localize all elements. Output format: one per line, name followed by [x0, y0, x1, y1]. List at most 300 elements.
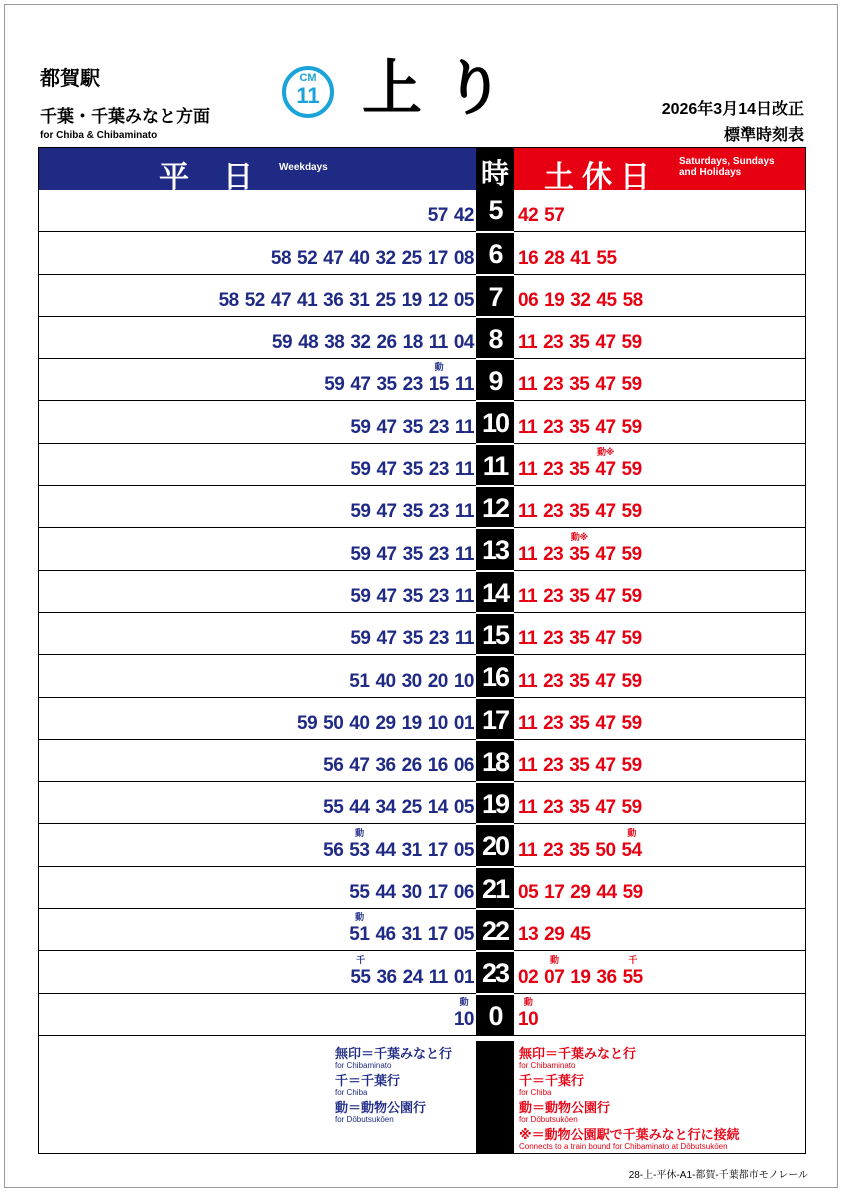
holiday-minute: 11: [518, 501, 538, 523]
table-row: [39, 486, 805, 528]
holiday-cell: [514, 317, 805, 358]
legend-text: 無印＝千葉みなと行: [519, 1046, 637, 1061]
weekday-minute: 24: [402, 966, 423, 988]
holiday-minutes: [518, 954, 643, 988]
weekday-minute: 52: [244, 289, 265, 311]
holiday-minute: 35: [569, 628, 590, 650]
weekday-minute: 40: [375, 670, 396, 692]
station-name: 都賀駅: [40, 68, 100, 90]
weekday-minute: 59: [350, 628, 371, 650]
weekday-minute: 47: [323, 247, 344, 269]
hour-cell: 19: [476, 781, 514, 824]
weekday-cell: [39, 528, 476, 569]
weekday-minute: 23: [428, 501, 449, 523]
weekdays-header: [39, 148, 476, 194]
weekday-minute: 31: [401, 839, 422, 861]
weekday-minute: 06: [453, 882, 474, 904]
weekday-minute: 12: [427, 289, 448, 311]
weekday-minute: 11: [454, 628, 474, 650]
legend-hour-column: [476, 1041, 514, 1153]
weekday-minute: 26: [376, 332, 397, 354]
weekday-minute: 08: [453, 247, 474, 269]
weekday-minute: 25: [375, 289, 396, 311]
holiday-minute: 23: [543, 459, 564, 481]
table-row: [39, 275, 805, 317]
weekday-minute: 17: [427, 247, 448, 269]
weekday-minute: 01: [453, 966, 474, 988]
weekday-minute: 25: [401, 797, 422, 819]
weekday-minute: 59: [297, 712, 318, 734]
holiday-minutes: [518, 883, 643, 903]
hour-cell: 17: [476, 697, 514, 740]
legend-item: [519, 1101, 740, 1124]
weekday-minute: 44: [375, 839, 396, 861]
holiday-minutes: [518, 714, 642, 734]
holiday-minute: 11: [518, 459, 538, 481]
holiday-minutes: [518, 206, 564, 226]
table-row: [39, 740, 805, 782]
holiday-minute: 35: [569, 839, 590, 861]
holiday-minute: 45: [596, 289, 617, 311]
destination-mark: 動: [355, 912, 364, 923]
table-row: [39, 401, 805, 443]
weekday-minutes: [349, 912, 474, 946]
weekday-minute: 59: [350, 459, 371, 481]
holiday-minutes: [518, 587, 642, 607]
holiday-minute: 35: [569, 712, 590, 734]
weekday-minutes: [324, 362, 474, 396]
holiday-minute: 11: [518, 797, 538, 819]
weekday-minute: 23: [428, 628, 449, 650]
holiday-minute: 23: [543, 628, 564, 650]
holiday-minute: 47: [595, 374, 616, 396]
weekday-cell: [39, 190, 476, 231]
holiday-minute: 47: [595, 712, 616, 734]
weekday-minute: 40: [349, 712, 370, 734]
weekday-minute: 05: [453, 924, 474, 946]
holiday-minute: 42: [518, 205, 539, 227]
weekday-minute: 23: [428, 585, 449, 607]
holidays-header-label-en-line2: and Holidays: [679, 167, 742, 178]
holiday-minute: 35: [569, 332, 590, 354]
holiday-cell: [514, 275, 805, 316]
hour-cell: 13: [476, 527, 514, 570]
holiday-minute: 11: [518, 670, 538, 692]
weekday-minute: 35: [402, 501, 423, 523]
footer-code: 28-上-平休-A1-都賀-千葉都市モノレール: [628, 1170, 808, 1181]
holiday-cell: [514, 867, 805, 908]
weekday-cell: [39, 486, 476, 527]
holiday-minute: 35: [569, 416, 590, 438]
weekday-minute: 04: [453, 332, 474, 354]
holiday-minute: 29: [570, 882, 591, 904]
weekday-cell: [39, 867, 476, 908]
destination-mark: 動※: [570, 531, 588, 542]
weekday-minute: 35: [402, 628, 423, 650]
holiday-minute: 59: [621, 628, 642, 650]
holiday-minute: 11: [518, 374, 538, 396]
legend-text-en: for Dōbutsukōen: [335, 1115, 394, 1124]
legend: [39, 1041, 805, 1153]
weekday-minute: 05: [453, 797, 474, 819]
weekday-minute: 23: [428, 459, 449, 481]
weekday-minute: 10: [427, 712, 448, 734]
holiday-minute: 59: [621, 797, 642, 819]
weekday-minutes: [219, 291, 474, 311]
holiday-minute: 36: [596, 966, 617, 988]
weekday-minute: 35: [402, 459, 423, 481]
holiday-minutes: [518, 629, 642, 649]
destination-mark: 動: [523, 996, 533, 1007]
holiday-cell: [514, 486, 805, 527]
holiday-minute: 57: [544, 205, 565, 227]
hour-cell: 7: [476, 274, 514, 317]
table-row: [39, 698, 805, 740]
legend-item: [335, 1047, 452, 1070]
holiday-minute: 47: [595, 332, 616, 354]
holiday-minutes: [518, 996, 539, 1030]
hour-cell: 23: [476, 950, 514, 993]
weekday-cell: [39, 401, 476, 442]
weekday-minute: 53 動: [349, 827, 370, 861]
weekday-minute: 06: [453, 755, 474, 777]
weekday-minute: 47: [376, 585, 397, 607]
hour-cell: 6: [476, 231, 514, 274]
table-row: [39, 444, 805, 486]
holiday-minute: 16: [518, 247, 539, 269]
holiday-minute: 35: [569, 459, 590, 481]
weekday-minutes: [272, 333, 474, 353]
holiday-minute: 47: [595, 755, 616, 777]
weekday-minute: 18: [402, 332, 423, 354]
weekday-minute: 55 千: [350, 954, 371, 988]
weekday-cell: [39, 444, 476, 485]
destination-mark: 動: [459, 996, 469, 1007]
holiday-minutes: [518, 925, 590, 945]
weekday-minutes: [453, 996, 474, 1030]
weekday-cell: [39, 571, 476, 612]
holiday-cell: [514, 528, 805, 569]
holiday-minute: 23: [543, 839, 564, 861]
hour-cell: 21: [476, 866, 514, 909]
weekday-minute: 38: [324, 332, 345, 354]
holiday-cell: [514, 824, 805, 865]
weekday-minute: 56: [323, 755, 344, 777]
legend-text-en: for Chibaminato: [519, 1061, 576, 1070]
holiday-cell: [514, 994, 805, 1035]
holiday-minute: 47: [595, 797, 616, 819]
holiday-minute: 13: [518, 924, 539, 946]
weekday-minute: 11: [454, 585, 474, 607]
weekday-minute: 11: [454, 459, 474, 481]
weekday-minute: 47: [376, 459, 397, 481]
holiday-cell: [514, 655, 805, 696]
holiday-cell: [514, 698, 805, 739]
hour-cell: 20: [476, 823, 514, 866]
holiday-minute: 23: [543, 670, 564, 692]
holiday-minute: 59: [621, 501, 642, 523]
holiday-minute: 47: [595, 543, 616, 565]
weekday-minutes: [428, 206, 474, 226]
holiday-minutes: [518, 375, 642, 395]
holiday-cell: [514, 571, 805, 612]
weekdays-header-label-en: Weekdays: [279, 162, 328, 173]
weekday-minute: 59: [324, 374, 345, 396]
holidays-header-label-en: [679, 156, 775, 178]
legend-text-en: for Chiba: [335, 1088, 368, 1097]
weekday-minutes: [350, 545, 474, 565]
weekday-minutes: [349, 672, 474, 692]
legend-text-en: for Chibaminato: [335, 1061, 392, 1070]
holiday-minute: 35: [569, 374, 590, 396]
weekday-minute: 41: [297, 289, 318, 311]
destination-mark: 動: [549, 954, 559, 965]
holiday-minute: 17: [544, 882, 565, 904]
weekday-minute: 31: [349, 289, 370, 311]
holidays-header-label-en-line1: Saturdays, Sundays: [679, 156, 775, 167]
weekday-minute: 32: [375, 247, 396, 269]
weekday-minute: 48: [298, 332, 319, 354]
weekday-minutes: [350, 502, 474, 522]
hour-cell: 0: [476, 993, 514, 1036]
weekday-minute: 52: [297, 247, 318, 269]
table-row: [39, 824, 805, 866]
holiday-minute: 35: [569, 670, 590, 692]
table-row: [39, 190, 805, 232]
legend-text-en: Connects to a train bound for Chibaminato at Dōbutsukōen: [519, 1142, 728, 1151]
hour-cell: 8: [476, 316, 514, 359]
holiday-cell: [514, 444, 805, 485]
holiday-minute: 35: [569, 501, 590, 523]
holiday-cell: [514, 740, 805, 781]
destination-mark: 動: [355, 827, 364, 838]
weekday-minute: 01: [453, 712, 474, 734]
weekday-minute: 30: [401, 882, 422, 904]
weekday-cell: [39, 909, 476, 950]
hour-cell: 10: [476, 400, 514, 443]
weekday-minute: 19: [401, 712, 422, 734]
bound-title: 上り: [362, 55, 526, 122]
table-row: [39, 655, 805, 697]
weekday-cell: [39, 824, 476, 865]
weekday-minutes: [350, 587, 474, 607]
holiday-minutes: [518, 333, 642, 353]
weekday-minutes: [350, 954, 474, 988]
holiday-minutes: [518, 447, 642, 481]
table-row: [39, 571, 805, 613]
weekday-minute: 59: [350, 543, 371, 565]
weekday-minute: 17: [427, 882, 448, 904]
weekday-minute: 44: [349, 797, 370, 819]
holiday-minute: 59: [621, 332, 642, 354]
legend-item: [519, 1128, 740, 1151]
weekday-minute: 35: [402, 416, 423, 438]
holiday-minutes: [518, 798, 642, 818]
holiday-minute: 23: [543, 585, 564, 607]
holiday-minute: 11: [518, 332, 538, 354]
weekday-minute: 30: [401, 670, 422, 692]
weekday-minutes: [297, 714, 474, 734]
holiday-minute: 23: [543, 797, 564, 819]
table-type-label: 標準時刻表: [723, 127, 804, 144]
weekday-minute: 25: [401, 247, 422, 269]
holiday-minute: 54 動: [621, 827, 642, 861]
timetable-rows: [39, 190, 805, 1036]
holiday-minute: 29: [544, 924, 565, 946]
table-row: [39, 359, 805, 401]
weekday-minutes: [349, 883, 474, 903]
weekday-minute: 59: [350, 416, 371, 438]
weekday-minute: 36: [375, 755, 396, 777]
holiday-cell: [514, 909, 805, 950]
weekday-minute: 32: [350, 332, 371, 354]
holiday-minute: 23: [543, 374, 564, 396]
weekday-minute: 23: [402, 374, 423, 396]
weekday-minute: 56: [323, 839, 344, 861]
holiday-minute: 59: [621, 670, 642, 692]
weekday-minute: 35: [402, 585, 423, 607]
weekday-minute: 50: [323, 712, 344, 734]
weekday-minute: 11: [428, 332, 448, 354]
table-row: [39, 232, 805, 274]
holiday-minute: 06: [518, 289, 539, 311]
weekday-minutes: [350, 629, 474, 649]
weekday-minute: 42: [453, 205, 474, 227]
holiday-minute: 28: [544, 247, 565, 269]
hour-cell: 9: [476, 358, 514, 401]
weekday-minute: 16: [427, 755, 448, 777]
weekday-cell: [39, 951, 476, 992]
legend-text-en: for Chiba: [519, 1088, 552, 1097]
holiday-minute: 59: [621, 416, 642, 438]
hour-cell: 14: [476, 570, 514, 613]
legend-item: [335, 1101, 452, 1124]
holiday-minute: 59: [621, 459, 642, 481]
holiday-minute: 59: [621, 374, 642, 396]
holiday-minute: 35: [569, 797, 590, 819]
holiday-cell: [514, 232, 805, 273]
holiday-cell: [514, 951, 805, 992]
holiday-minute: 32: [570, 289, 591, 311]
weekday-cell: [39, 698, 476, 739]
weekday-minute: 14: [427, 797, 448, 819]
holiday-minutes: [518, 827, 642, 861]
weekday-minute: 47: [376, 543, 397, 565]
weekdays-header-label: 平日: [159, 161, 287, 194]
table-row: [39, 317, 805, 359]
holiday-minute: 23: [543, 332, 564, 354]
weekday-minute: 51: [349, 670, 370, 692]
holiday-minute: 11: [518, 839, 538, 861]
holiday-minute: 55: [596, 247, 617, 269]
holiday-minute: 59: [621, 585, 642, 607]
destination-mark: 千: [628, 954, 637, 965]
weekday-minute: 31: [401, 924, 422, 946]
holiday-minute: 11: [518, 628, 538, 650]
hour-cell: 12: [476, 485, 514, 528]
station-number: 11: [296, 83, 320, 108]
holiday-minute: 59: [622, 882, 643, 904]
weekday-minute: 55: [323, 797, 344, 819]
legend-text: 千＝千葉行: [519, 1073, 585, 1088]
weekday-minute: 55: [349, 882, 370, 904]
holiday-minute: 41: [570, 247, 591, 269]
legend-text: ※＝動物公園駅で千葉みなと行に接続: [519, 1127, 740, 1142]
hour-cell: 18: [476, 739, 514, 782]
holidays-header: [514, 148, 805, 194]
hour-header: [476, 148, 514, 190]
weekday-minutes: [323, 798, 474, 818]
holiday-minute: 11: [518, 585, 538, 607]
holiday-minute: 23: [543, 755, 564, 777]
weekday-minutes: [271, 249, 474, 269]
weekday-minute: 29: [375, 712, 396, 734]
weekday-minute: 23: [428, 543, 449, 565]
hour-cell: 16: [476, 654, 514, 697]
holiday-minute: 50: [595, 839, 616, 861]
holiday-minute: 59: [621, 755, 642, 777]
holiday-minute: 19: [570, 966, 591, 988]
holiday-minute: 47: [595, 501, 616, 523]
hour-cell: 15: [476, 612, 514, 655]
holiday-minute: 44: [596, 882, 617, 904]
weekday-minute: 10: [453, 670, 474, 692]
weekday-minute: 17: [427, 839, 448, 861]
holiday-minute: 23: [543, 501, 564, 523]
table-row: [39, 951, 805, 993]
weekday-cell: [39, 232, 476, 273]
weekday-minute: 44: [375, 882, 396, 904]
weekday-cell: [39, 275, 476, 316]
revision-date: 2026年3月14日改正: [661, 101, 804, 118]
weekday-cell: [39, 740, 476, 781]
weekday-minute: 47: [350, 374, 371, 396]
weekday-minutes: [323, 756, 474, 776]
holiday-cell: [514, 613, 805, 654]
weekday-minute: 11: [454, 374, 474, 396]
holiday-minute: 07 動: [544, 954, 565, 988]
table-row: [39, 528, 805, 570]
holiday-minute: 35: [569, 585, 590, 607]
weekday-minute: 36: [376, 966, 397, 988]
weekday-minute: 40: [349, 247, 370, 269]
weekday-minute: 47: [349, 755, 370, 777]
weekday-minute: 46: [375, 924, 396, 946]
direction-label-en: for Chiba & Chibaminato: [40, 130, 158, 141]
weekday-minute: 51 動: [349, 912, 370, 946]
weekday-minute: 35: [376, 374, 397, 396]
hour-cell: 5: [476, 189, 514, 232]
holiday-minute: 11: [518, 712, 538, 734]
table-row: [39, 867, 805, 909]
holiday-minute: 11: [518, 543, 538, 565]
weekday-minute: 47: [376, 416, 397, 438]
holiday-minutes: [518, 249, 617, 269]
legend-text-en: for Dōbutsukōen: [519, 1115, 578, 1124]
holiday-cell: [514, 401, 805, 442]
weekday-cell: [39, 782, 476, 823]
weekday-minute: 58: [270, 247, 292, 269]
weekday-minute: 05: [453, 289, 474, 311]
holiday-minutes: [518, 291, 643, 311]
holiday-minute: 47 動※: [595, 447, 616, 481]
holiday-minute: 05: [518, 882, 539, 904]
weekday-minute: 19: [401, 289, 422, 311]
holiday-minute: 58: [622, 289, 643, 311]
weekday-minute: 35: [402, 543, 423, 565]
holiday-minute: 23: [543, 712, 564, 734]
holiday-minute: 45: [570, 924, 591, 946]
